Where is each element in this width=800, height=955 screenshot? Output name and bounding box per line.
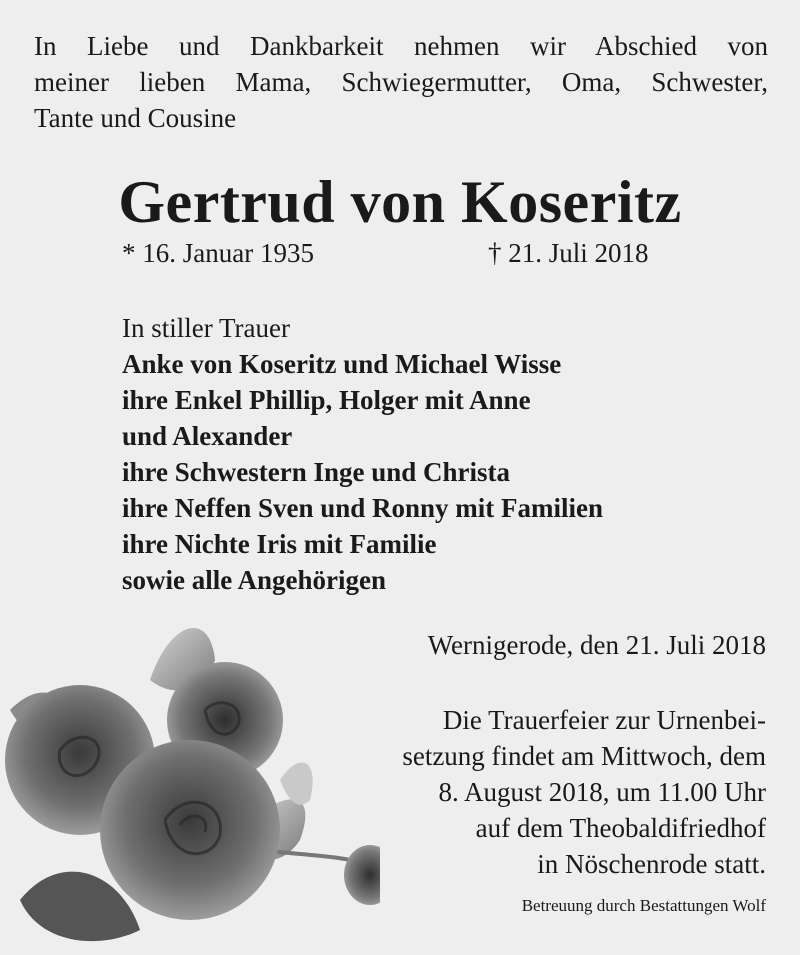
mourners-lead: In stiller Trauer: [122, 313, 290, 343]
funeral-line: 8. August 2018, um 11.00 Uhr: [438, 777, 766, 807]
deceased-name: Gertrud von Koseritz: [118, 169, 682, 235]
mourner-line: ihre Neffen Sven und Ronny mit Familien: [122, 493, 604, 523]
mourner-line: sowie alle Angehörigen: [122, 565, 386, 595]
mourner-line: ihre Schwestern Inge und Christa: [122, 457, 511, 487]
intro-line-3: Tante und Cousine: [34, 103, 237, 133]
funeral-line: auf dem Theobaldifriedhof: [475, 813, 766, 843]
mourners-block: [122, 310, 603, 598]
intro-line-1: In Liebe und Dankbarkeit nehmen wir Abschied von: [34, 31, 768, 61]
rose-center: [100, 740, 280, 920]
place-date: Wernigerode, den 21. Juli 2018: [427, 630, 766, 660]
intro-text: [34, 28, 768, 136]
mourner-line: ihre Nichte Iris mit Familie: [122, 529, 437, 559]
mourner-line: und Alexander: [122, 421, 293, 451]
mourner-line: ihre Enkel Phillip, Holger mit Anne: [122, 385, 531, 415]
funeral-info: [326, 702, 766, 882]
death-date: † 21. Juli 2018: [488, 238, 649, 268]
funeral-home-credit: Betreuung durch Bestattungen Wolf: [521, 896, 766, 915]
birth-date: * 16. Januar 1935: [122, 238, 314, 268]
funeral-line: in Nöschenrode statt.: [537, 849, 766, 879]
leaf-shape: [280, 763, 313, 805]
roses-illustration: [0, 600, 380, 955]
intro-line-2: meiner lieben Mama, Schwiegermutter, Oma, Schwester,: [34, 67, 768, 97]
funeral-line: Die Trauerfeier zur Urnenbei-: [442, 705, 766, 735]
mourner-line: Anke von Koseritz und Michael Wisse: [122, 349, 562, 379]
funeral-line: setzung findet am Mittwoch, dem: [402, 741, 766, 771]
